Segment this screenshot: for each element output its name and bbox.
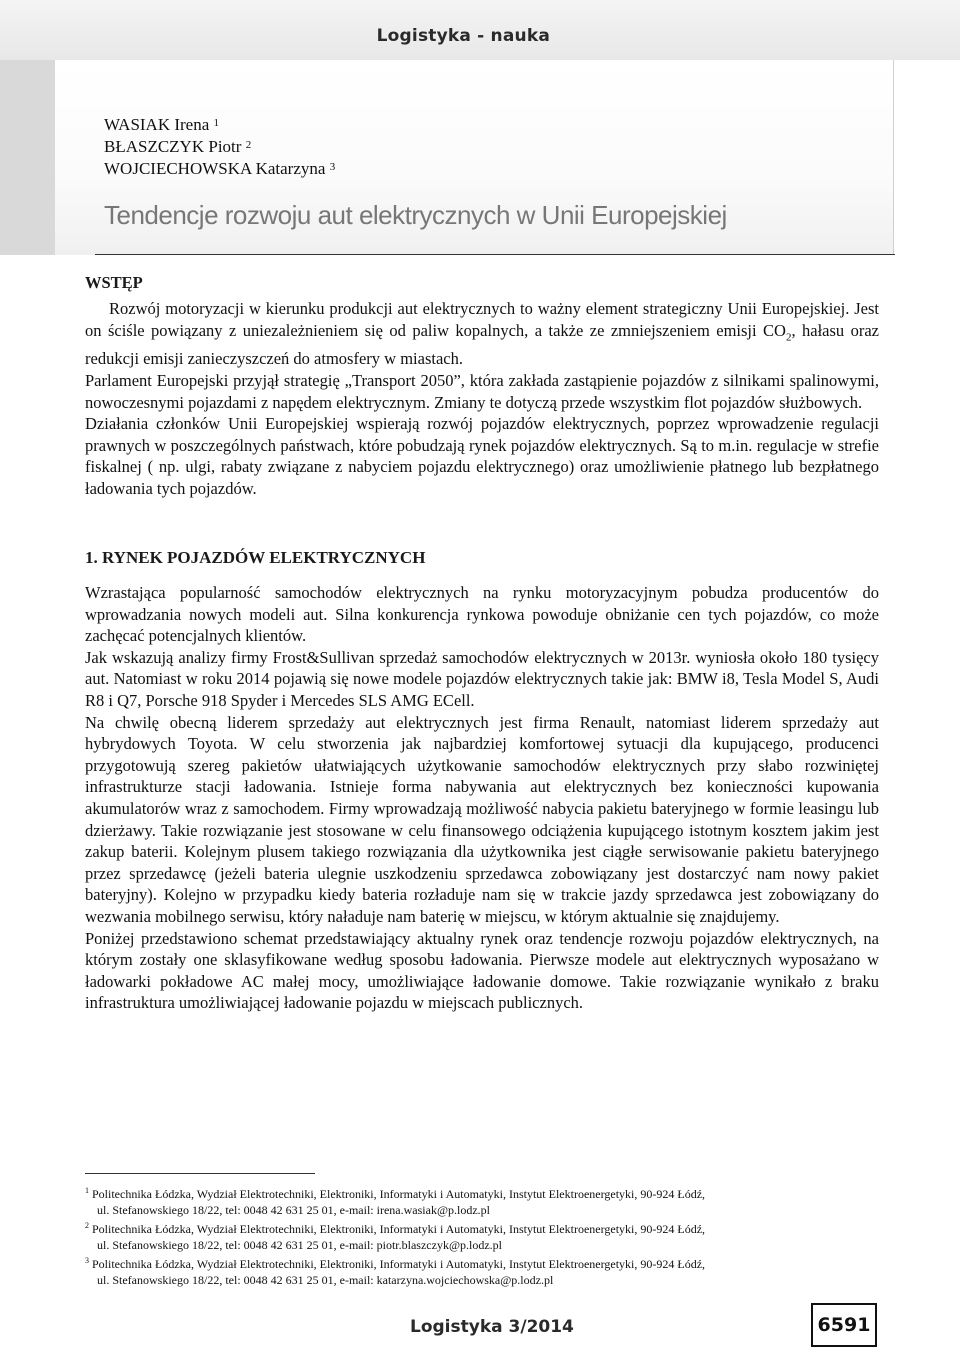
- author: WOJCIECHOWSKA Katarzyna $^3$: [104, 159, 336, 178]
- footnote-line: ul. Stefanowskiego 18/22, tel: 0048 42 631 25 01, e-mail: piotr.blaszczyk@p.lodz.pl: [97, 1237, 502, 1252]
- footnote-line: ul. Stefanowskiego 18/22, tel: 0048 42 631 25 01, e-mail: katarzyna.wojciechowska@p.lodz.pl: [97, 1272, 554, 1287]
- section-heading: 1. RYNEK POJAZDÓW ELEKTRYCZNYCH: [85, 548, 426, 567]
- paper-title: Tendencje rozwoju aut elektrycznych w Unii Europejskiej: [104, 200, 727, 230]
- footnote: $^1$ Politechnika Łódzka, Wydział Elektrotechniki, Elektroniki, Informatyki i Automatyki, Instytut Elektroenergetyki, 90-924 Łódź,: [85, 1186, 706, 1201]
- title-divider: [95, 254, 895, 255]
- paragraph: Wzrastająca popularność samochodów elektrycznych na rynku motoryzacyjnym pobudza producentów do wprowadzania nowych modeli aut. Silna konkurencja rynkowa powoduje obniżanie cen tych pojazdów, co może zachęcać potencjalnych klientów.: [85, 583, 879, 646]
- footnote-divider: [85, 1173, 315, 1174]
- intro-heading: WSTĘP: [85, 273, 143, 292]
- journal-header: Logistyka - nauka: [376, 26, 550, 46]
- page-number: 6591: [811, 1303, 877, 1347]
- paragraph: Rozwój motoryzacji w kierunku produkcji aut elektrycznych to ważny element strategiczny Unii Europejskiej. Jest on ściśle powiązany z uniezależnieniem się od paliw kopalnych, a także ze zmniejszeniem emisji $CO_2$, hałasu oraz redukcji emisji zanieczyszczeń do atmosfery w miastach.: [85, 299, 880, 369]
- footnotes: [85, 1183, 875, 1288]
- paragraph: Działania członków Unii Europejskiej wspierają rozwój pojazdów elektrycznych, poprzez wprowadzenie regulacji prawnych w poszczególnych państwach, które pobudzają rynek pojazdów elektrycznych. Są to m.in. regulacje w strefie fiskalnej ( np. ulgi, rabaty związane z nabyciem pojazdu elektrycznego) oraz umożliwienie płatnego lub bezpłatnego ładowania tych pojazdów.: [85, 414, 879, 499]
- paragraph: Parlament Europejski przyjął strategię „Transport 2050”, która zakłada zastąpienie pojazdów z silnikami spalinowymi, nowoczesnymi pojazdami z napędem elektrycznym. Zmiany te dotyczą przede wszystkim flot pojazdów służbowych.: [85, 371, 879, 412]
- footnote-line: ul. Stefanowskiego 18/22, tel: 0048 42 631 25 01, e-mail: irena.wasiak@p.lodz.pl: [97, 1202, 490, 1217]
- paragraph: Na chwilę obecną liderem sprzedaży aut elektrycznych jest firma Renault, natomiast liderem sprzedaży aut hybrydowych Toyota. W celu stworzenia jak najbardziej komfortowej sytuacji dla kupującego, producenci przygotowują szereg pakietów ułatwiających użytkowanie samochodów elektrycznych przy słabo rozwiniętej infrastrukturze stacji ładowania. Istnieje forma nabywania aut elektrycznych bez konieczności kupowania akumulatorów wraz z samochodem. Firmy wprowadzają możliwość nabycia pakietu bateryjnego w formie leasingu lub dzierżawy. Takie rozwiązanie jest stosowane w celu finansowego odciążenia kupującego istotnym kosztem jakim jest zakup baterii. Kolejnym plusem takiego rozwiązania dla użytkownika jest ciągłe serwisowanie pakietu bateryjnego przez sprzedawcę (jeżeli bateria ulegnie uszkodzeniu sprzedawca zobowiązany jest dostarczyć nam nowy pakiet bateryjny). Kolejno w przypadku kiedy bateria rozładuje nam się w trakcie jazdy sprzedawca jest zobowiązany do wezwania mobilnego serwisu, który naładuje nam baterię w miejscu, w którym aktualnie się znajdujemy.: [85, 712, 879, 926]
- author: BŁASZCZYK Piotr $^2$: [104, 137, 252, 156]
- paragraph: Poniżej przedstawiono schemat przedstawiający aktualny rynek oraz tendencje rozwoju pojazdów elektrycznych, na którym zostały one sklasyfikowane według sposobu ładowania. Pierwsze modele aut elektrycznych wyposażano w ładowarki pokładowe AC małej mocy, umożliwiające ładowanie domowe. Takie rozwiązanie wynikało z braku infrastruktura umożliwiającej ładowanie pojazdu w miejscach publicznych.: [85, 928, 879, 1013]
- footnote: $^3$ Politechnika Łódzka, Wydział Elektrotechniki, Elektroniki, Informatyki i Automatyki, Instytut Elektroenergetyki, 90-924 Łódź,: [85, 1256, 706, 1271]
- intro-body: [85, 298, 879, 500]
- footnote: $^2$ Politechnika Łódzka, Wydział Elektrotechniki, Elektroniki, Informatyki i Automatyki, Instytut Elektroenergetyki, 90-924 Łódź,: [85, 1221, 706, 1236]
- journal-issue: Logistyka 3/2014: [410, 1317, 574, 1337]
- author: WASIAK Irena $^1$: [104, 115, 220, 134]
- left-accent-bar: [0, 60, 55, 255]
- author-list: [104, 114, 335, 180]
- section-body: [85, 582, 879, 1014]
- paragraph: Jak wskazują analizy firmy Frost&Sullivan sprzedaż samochodów elektrycznych w 2013r. wyniosła około 180 tysięcy aut. Natomiast w roku 2014 pojawią się nowe modele pojazdów elektrycznych takie jak: BMW i8, Tesla Model S, Audi R8 i Q7, Porsche 918 Spyder i Mercedes SLS AMG ECell.: [85, 647, 879, 710]
